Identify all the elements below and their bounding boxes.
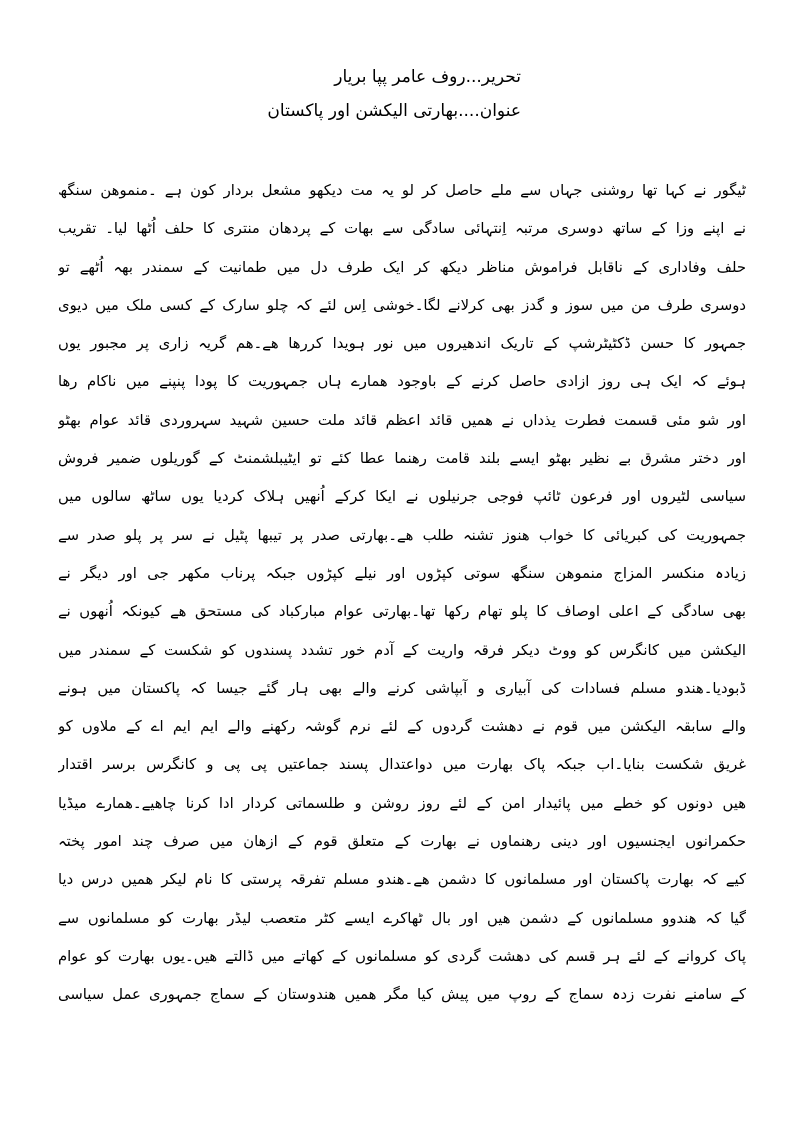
body-line: ڈبودیا۔ھندو مسلم فسادات کی آبیاری و آبپاشی کرنے والے بھی ہار گئے جیسا کہ پاکستان میں ہونے: [58, 679, 746, 697]
body-line: سیاسی لٹیروں اور فرعون ٹائپ فوجی جرنیلوں نے ایکا کرکے اُنھیں ہلاک کردیا یوں ساٹھ سالوں میں: [58, 488, 746, 506]
body-line: جمہور کا حسن ڈکٹیٹرشپ کے تاریک اندھیروں میں نور ہویدا کررھا ھے۔ھم گریہ زاری پر مجبور یوں: [58, 335, 746, 353]
body-line: گیا کہ ھندوو مسلمانوں کے دشمن ھیں اور بال ٹھاکرے ایسے کٹر متعصب لیڈر بھارت کو مسلمانوں سے: [58, 909, 746, 927]
body-line: غریق شکست بنایا۔اب جبکہ پاک بھارت میں دواعتدال پسند جماعتیں پی پی و کانگرس برسر اقتدار: [58, 756, 746, 774]
body-line: اور دختر مشرق بے نظیر بھٹو ایسے بلند قامت رھنما عطا کئے تو ایٹیبلشمنٹ کے گوریلوں ضمیر فروش: [58, 450, 746, 468]
article-body: [58, 172, 746, 1015]
body-line: کیے کہ بھارت پاکستان اور مسلمانوں کا دشمن ھے۔ھندو مسلم تفرقہ پرستی کا نام لیکر ھمیں درس دیا: [58, 871, 746, 889]
body-line: حکمرانوں ایجنسیوں اور دینی رھنماوں نے بھارت کے متعلق قوم کے ازھان میں صرف چند امور پختہ: [58, 833, 746, 851]
body-line: پاک کروانے کے لئے ہر قسم کی دھشت گردی کو مسلمانوں کے کھاتے میں ڈالتے ھیں۔یوں بھارت کو عوام: [58, 947, 746, 965]
body-line: الیکشن میں کانگرس کو ووٹ دیکر فرقہ واریت کے آدم خور تشدد پسندوں کو شکست کے سمندر میں: [58, 641, 746, 659]
title-line: عنوان....بھارتی الیکشن اور پاکستان: [267, 101, 521, 121]
body-line: ہوئے کہ ایک ہی روز ازادی حاصل کرنے کے باوجود ھمارے ہاں جمہوریت کا پودا پنپنے میں ناکام رھا: [58, 373, 746, 391]
body-line: ٹیگور نے کہا تھا روشنی جہاں سے ملے حاصل کر لو یہ مت دیکھو مشعل بردار کون ہے ۔منموھن سنگھ: [58, 182, 746, 199]
body-line: جمہوریت کی کبریائی کا خواب ھنوز تشنہ طلب ھے۔بھارتی صدر پر تیبھا پٹیل نے سر پر پلو صدر سے: [58, 526, 746, 544]
body-line: حلف وفاداری کے ناقابل فراموش مناظر دیکھ کر ایک طرف دل میں طمانیت کے سمندر بھہ اُٹھے تو: [58, 258, 746, 276]
body-line: دوسری طرف من میں سوز و گدز بھی کرلانے لگا۔خوشی اِس لئے کہ چلو سارک کے کسی ملک میں دیوی: [58, 296, 746, 314]
body-line: بھی سادگی کے اعلی اوصاف کا پلو تھام رکھا تھا۔بھارتی عوام مبارکباد کی مستحق ھے کیونکہ اُنھوں نے: [58, 603, 746, 621]
body-line: نے اپنے وزا کے ساتھ دوسری مرتبہ اِنتہائی سادگی سے بھات کے پردھان منتری کا حلف اُٹھا لیا۔ تقریب: [58, 220, 746, 238]
article-header: [267, 60, 521, 128]
body-line: زیادہ منکسر المزاج منموھن سنگھ سوتی کپڑوں اور نیلے کپڑوں جبکہ پرناب مکھر جی اور دیگر نے: [58, 564, 746, 582]
body-line: اور شو مئی قسمت فطرت یذداں نے ھمیں قائد اعظم قائد ملت حسین شہید سہروردی قائد عوام بھٹو: [58, 411, 746, 429]
body-line: کے سامنے نفرت زدہ سماج کے روپ میں پیش کیا مگر ھمیں ھندوستان کے سماج جمہوری عمل سیاسی: [58, 986, 746, 1004]
author-line: تحریر...روف عامر پپا بریار: [334, 67, 521, 87]
body-line: والے سابقہ الیکشن میں قوم نے دھشت گردوں کے لئے نرم گوشہ رکھنے والے ایم ایم اے کے ملاوں کو: [58, 718, 746, 736]
body-line: ھیں دونوں کو خطے میں پائیدار امن کے لئے روز روشن و طلسماتی کردار ادا کرنا چاھیے۔ھمارے میڈیا: [58, 794, 746, 812]
